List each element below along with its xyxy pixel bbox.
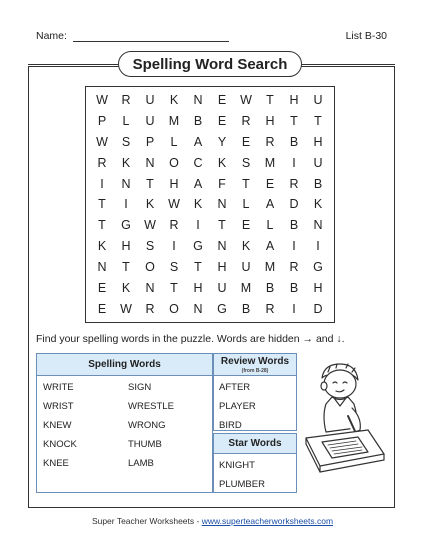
spelling-words-title: Spelling Words bbox=[88, 359, 161, 370]
grid-letter: T bbox=[218, 218, 226, 233]
review-word: AFTER bbox=[219, 382, 251, 393]
grid-letter: U bbox=[241, 259, 251, 274]
star-word: PLUMBER bbox=[219, 479, 265, 490]
grid-letter: N bbox=[217, 197, 227, 212]
footer-prefix: Super Teacher Worksheets - bbox=[91, 516, 202, 526]
star-word: KNIGHT bbox=[219, 460, 255, 471]
spelling-word: KNOCK bbox=[43, 439, 77, 450]
grid-letter: L bbox=[266, 218, 274, 233]
page-title: Spelling Word Search bbox=[132, 55, 288, 73]
grid-letter: N bbox=[97, 259, 107, 274]
student-writing-illustration bbox=[300, 358, 388, 478]
spelling-word: SIGN bbox=[128, 382, 152, 393]
grid-letter: T bbox=[266, 93, 274, 108]
grid-letter: K bbox=[241, 239, 251, 254]
grid-letter: B bbox=[241, 301, 251, 316]
review-words-title: Review Words bbox=[220, 355, 290, 367]
grid-letter: B bbox=[313, 176, 323, 191]
grid-letter: A bbox=[193, 176, 203, 191]
grid-letter: O bbox=[169, 155, 179, 170]
grid-letter: R bbox=[241, 114, 251, 129]
grid-letter: A bbox=[265, 239, 275, 254]
star-words-title: Star Words bbox=[228, 438, 282, 449]
grid-letter: S bbox=[145, 239, 155, 254]
grid-letter: K bbox=[145, 197, 155, 212]
grid-letter: L bbox=[242, 197, 250, 212]
grid-letter: U bbox=[145, 93, 155, 108]
grid-letter: K bbox=[97, 239, 107, 254]
grid-letter: G bbox=[313, 259, 323, 274]
grid-letter: A bbox=[193, 135, 203, 150]
grid-letter: T bbox=[314, 114, 322, 129]
grid-letter: H bbox=[289, 93, 299, 108]
grid-letter: I bbox=[292, 239, 296, 254]
grid-letter: L bbox=[170, 135, 178, 150]
grid-letter: E bbox=[97, 280, 107, 295]
grid-letter: U bbox=[217, 280, 227, 295]
grid-letter: U bbox=[313, 155, 323, 170]
grid-letter: H bbox=[193, 280, 203, 295]
grid-letter: P bbox=[145, 135, 155, 150]
grid-letter: M bbox=[168, 114, 180, 129]
grid-letter: R bbox=[97, 155, 107, 170]
review-words-subtitle: (from B-28) bbox=[241, 367, 269, 374]
grid-letter: R bbox=[289, 176, 299, 191]
grid-letter: T bbox=[290, 114, 298, 129]
grid-letter: S bbox=[169, 259, 179, 274]
review-word: PLAYER bbox=[219, 401, 256, 412]
grid-letter: O bbox=[145, 259, 155, 274]
list-id: List B-30 bbox=[345, 30, 387, 42]
grid-letter: W bbox=[96, 93, 108, 108]
grid-letter: I bbox=[292, 301, 296, 316]
word-search-grid bbox=[85, 86, 335, 323]
grid-letter: B bbox=[193, 114, 203, 129]
footer bbox=[0, 516, 425, 526]
grid-letter: R bbox=[169, 218, 179, 233]
grid-letter: C bbox=[193, 155, 203, 170]
grid-letter: T bbox=[98, 197, 106, 212]
grid-letter: D bbox=[289, 197, 299, 212]
spelling-word: WRONG bbox=[128, 420, 166, 431]
grid-letter: W bbox=[168, 197, 180, 212]
grid-letter: O bbox=[169, 301, 179, 316]
spelling-word: LAMB bbox=[128, 458, 154, 469]
grid-letter: S bbox=[241, 155, 251, 170]
spelling-word: KNEW bbox=[43, 420, 72, 431]
grid-letter: K bbox=[169, 93, 179, 108]
grid-letter: H bbox=[121, 239, 131, 254]
title-rule-right bbox=[302, 64, 395, 65]
spelling-words-header bbox=[37, 354, 212, 376]
grid-letter: I bbox=[100, 176, 104, 191]
spelling-word: THUMB bbox=[128, 439, 162, 450]
footer-link[interactable]: www.superteacherworksheets.com bbox=[201, 516, 334, 526]
title-rule-left bbox=[28, 64, 118, 65]
grid-letter: I bbox=[316, 239, 320, 254]
grid-letter: M bbox=[240, 280, 252, 295]
title-banner bbox=[118, 51, 302, 77]
grid-letter: G bbox=[121, 218, 131, 233]
grid-letter: R bbox=[145, 301, 155, 316]
grid-letter: N bbox=[193, 301, 203, 316]
grid-letter: K bbox=[121, 280, 131, 295]
grid-letter: B bbox=[265, 280, 275, 295]
spelling-word: WRESTLE bbox=[128, 401, 174, 412]
grid-letter: G bbox=[193, 239, 203, 254]
review-word: BIRD bbox=[219, 420, 242, 431]
grid-letter: Y bbox=[217, 135, 227, 150]
grid-letter: W bbox=[96, 135, 108, 150]
grid-letter: D bbox=[313, 301, 323, 316]
grid-letter: E bbox=[241, 218, 251, 233]
grid-letter: T bbox=[170, 280, 178, 295]
grid-letter: H bbox=[313, 135, 323, 150]
grid-letter: B bbox=[289, 280, 299, 295]
grid-letter: E bbox=[97, 301, 107, 316]
grid-letter: K bbox=[217, 155, 227, 170]
name-label: Name: bbox=[36, 30, 67, 42]
grid-letter: S bbox=[121, 135, 131, 150]
grid-letter: A bbox=[265, 197, 275, 212]
grid-letter: N bbox=[313, 218, 323, 233]
spelling-word: WRITE bbox=[43, 382, 74, 393]
grid-letter: W bbox=[144, 218, 156, 233]
grid-letter: R bbox=[121, 93, 131, 108]
grid-letter: N bbox=[145, 155, 155, 170]
grid-letter: W bbox=[240, 93, 252, 108]
star-words-header bbox=[214, 434, 296, 454]
grid-letter: U bbox=[313, 93, 323, 108]
grid-letter: E bbox=[217, 93, 227, 108]
grid-letter: W bbox=[120, 301, 132, 316]
grid-letter: E bbox=[241, 135, 251, 150]
grid-letter: B bbox=[289, 135, 299, 150]
grid-letter: H bbox=[169, 176, 179, 191]
grid-letter: R bbox=[265, 135, 275, 150]
grid-letter: N bbox=[193, 93, 203, 108]
grid-letter: T bbox=[122, 259, 130, 274]
grid-letter: K bbox=[193, 197, 203, 212]
grid-letter: M bbox=[264, 155, 276, 170]
grid-letter: F bbox=[218, 176, 226, 191]
grid-letter: I bbox=[196, 218, 200, 233]
grid-letter: B bbox=[289, 218, 299, 233]
spelling-word: WRIST bbox=[43, 401, 74, 412]
grid-letter: L bbox=[122, 114, 130, 129]
name-line[interactable] bbox=[73, 41, 229, 42]
grid-letter: R bbox=[289, 259, 299, 274]
grid-letter: K bbox=[121, 155, 131, 170]
spelling-word: KNEE bbox=[43, 458, 69, 469]
grid-letter: H bbox=[313, 280, 323, 295]
grid-letter: H bbox=[217, 259, 227, 274]
grid-letter: G bbox=[217, 301, 227, 316]
grid-letter: T bbox=[98, 218, 106, 233]
grid-letter: T bbox=[146, 176, 154, 191]
review-words-header bbox=[214, 354, 296, 376]
grid-letter: N bbox=[121, 176, 131, 191]
grid-letter: I bbox=[292, 155, 296, 170]
grid-letter: E bbox=[265, 176, 275, 191]
grid-letter: I bbox=[172, 239, 176, 254]
grid-letter: I bbox=[124, 197, 128, 212]
grid-letter: R bbox=[265, 301, 275, 316]
star-words-panel bbox=[213, 433, 297, 493]
grid-letter: M bbox=[264, 259, 276, 274]
grid-letter: N bbox=[145, 280, 155, 295]
grid-letter: H bbox=[265, 114, 275, 129]
grid-letter: T bbox=[242, 176, 250, 191]
grid-letter: K bbox=[313, 197, 323, 212]
grid-letter: U bbox=[145, 114, 155, 129]
grid-letter: T bbox=[194, 259, 202, 274]
grid-letter: P bbox=[97, 114, 107, 129]
grid-letter: E bbox=[217, 114, 227, 129]
spelling-words-panel bbox=[36, 353, 213, 493]
instructions: Find your spelling words in the puzzle. Words are hidden → and ↓. bbox=[36, 333, 345, 345]
grid-letter: N bbox=[217, 239, 227, 254]
review-words-panel bbox=[213, 353, 297, 431]
